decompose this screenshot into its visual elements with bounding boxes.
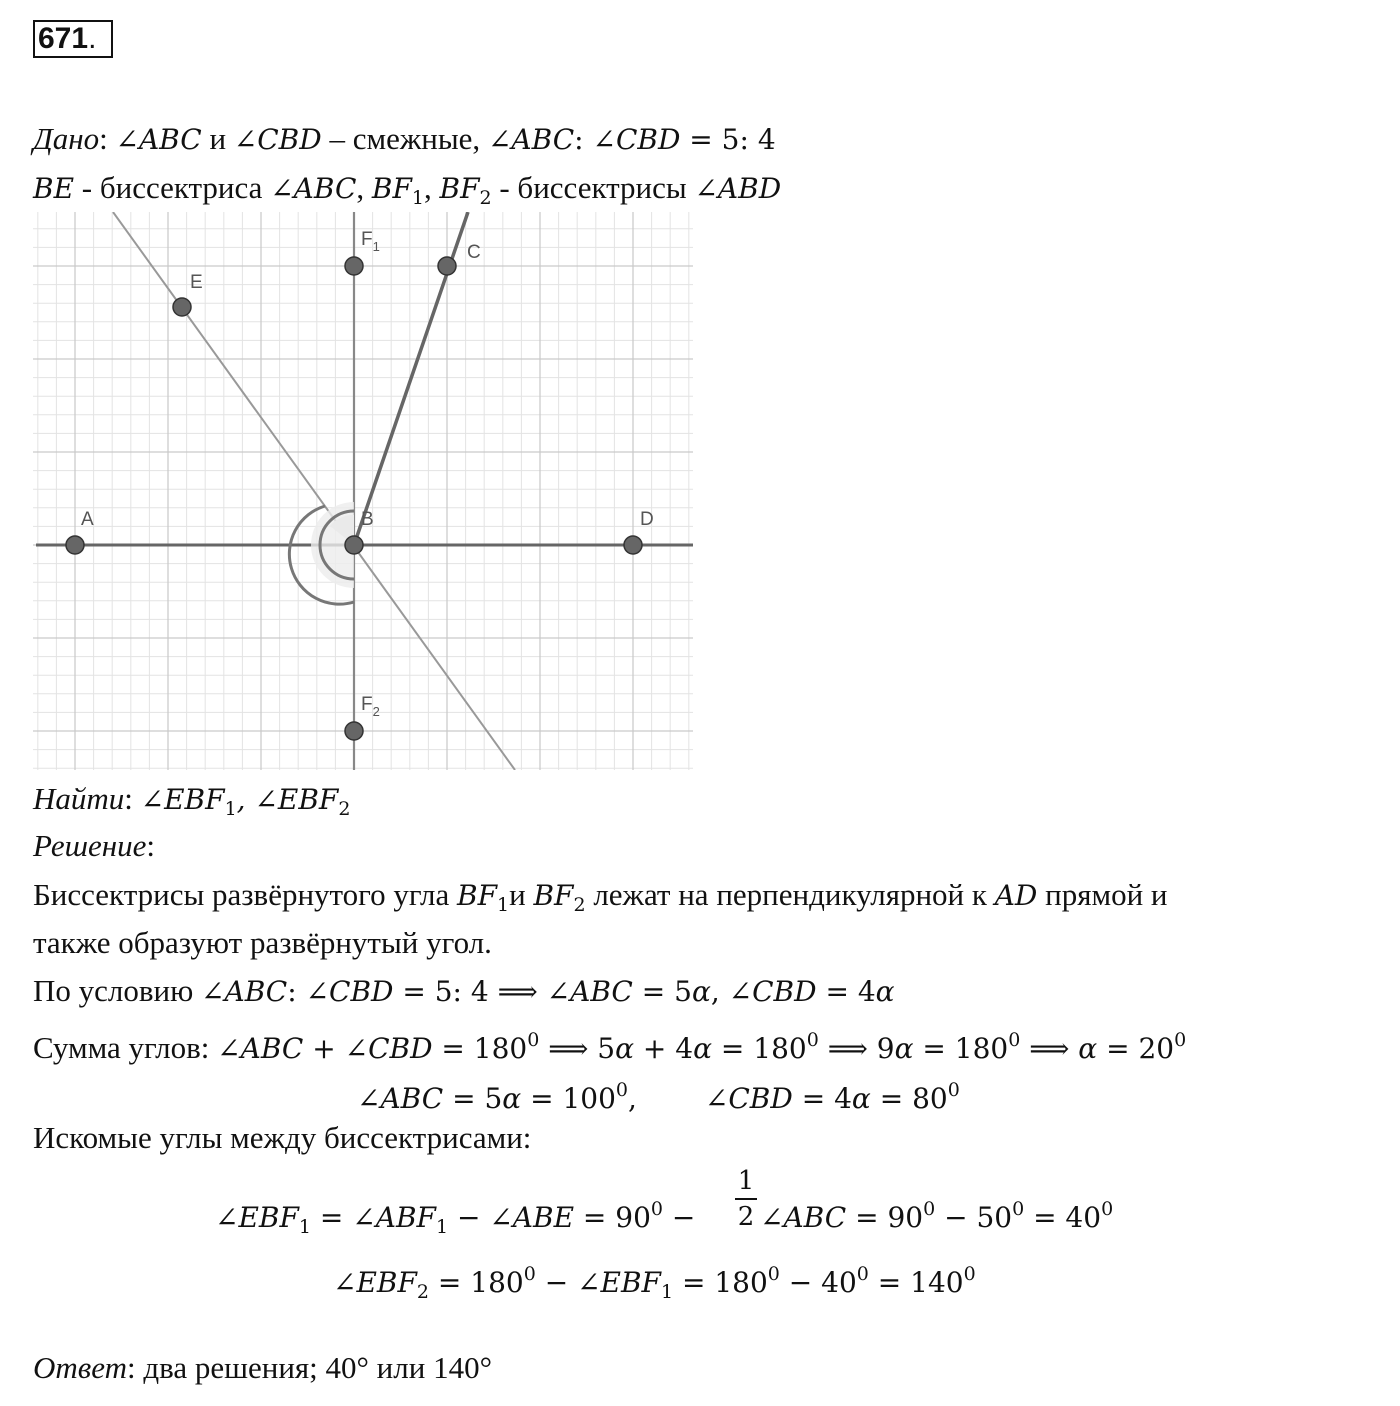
point-D bbox=[624, 536, 642, 554]
problem-number-value: 671 bbox=[38, 22, 89, 55]
equation-2: $\angle EBF_2 = 180^0$ − $\angle EBF_1 = 180^0 - 40^0 = 140^0$ bbox=[333, 1263, 976, 1303]
solution-p2: также образуют развёрнутый угол. bbox=[33, 925, 492, 960]
label-D: D bbox=[640, 509, 654, 530]
point-labels bbox=[81, 229, 654, 719]
label-E: E bbox=[190, 272, 203, 293]
label-A: A bbox=[81, 509, 94, 530]
fraction-one-half: 1 2 bbox=[735, 1166, 757, 1232]
label-F2: $F_2$ bbox=[361, 694, 380, 719]
geometry-figure bbox=[33, 212, 693, 770]
minor-grid bbox=[33, 212, 693, 770]
label-B: B bbox=[361, 509, 374, 530]
find-line: Найти: $\angle EBF_1$, $\angle EBF_2$ bbox=[33, 781, 351, 820]
solution-p5: ∠ABC = $5\alpha = 100^0$, ∠CBD = $4\alpha = 80^0$ bbox=[357, 1079, 960, 1115]
major-grid bbox=[33, 212, 693, 770]
answer-label: Ответ bbox=[33, 1350, 127, 1385]
point-A bbox=[66, 536, 84, 554]
solution-label: Решение bbox=[33, 828, 147, 863]
given-line-2: BE - биссектриса ∠ABC, $BF_1$, $BF_2$ - биссектрисы ∠ABD bbox=[33, 170, 782, 209]
solution-p4: Сумма углов: ∠ABC + ∠CBD = $180^0$ ⟹ $5\alpha + 4\alpha = 180^0$ ⟹ $9\alpha = 180^0$ ⟹ $\alpha = 20^0$ bbox=[33, 1029, 1187, 1065]
line-BE bbox=[113, 212, 515, 770]
equation-1-left: $\angle EBF_1$ = $\angle ABF_1$ − ∠ABE = $90^0$ − bbox=[215, 1198, 696, 1238]
given-line-1: Дано: ∠ABC и ∠CBD – смежные, ∠ABC: ∠CBD = 5: 4 bbox=[33, 121, 776, 156]
solution-heading bbox=[33, 827, 155, 865]
solution-p6: Искомые углы между биссектрисами: bbox=[33, 1120, 532, 1155]
solution-p3: По условию ∠ABC: ∠CBD = 5: 4 ⟹ ∠ABC = 5α, ∠CBD = 4α bbox=[33, 973, 895, 1008]
point-B bbox=[345, 536, 363, 554]
point-F1 bbox=[345, 257, 363, 275]
problem-number-dot: . bbox=[88, 22, 97, 55]
point-C bbox=[438, 257, 456, 275]
point-E bbox=[173, 298, 191, 316]
answer-text: : два решения; 40° или 140° bbox=[126, 1350, 492, 1385]
label-F1: $F_1$ bbox=[361, 229, 380, 254]
given-label: Дано bbox=[33, 121, 100, 156]
solution-p1: Биссектрисы развёрнутого угла $BF_1и$ $BF_2$ лежат на перпендикулярной к AD прямой и bbox=[33, 877, 1168, 916]
problem-number bbox=[38, 18, 96, 60]
solution-label-colon: : bbox=[146, 828, 155, 863]
answer-line bbox=[33, 1349, 492, 1387]
find-label: Найти bbox=[33, 781, 125, 816]
equation-1-right: ∠ABC = $90^0 - 50^0 = 40^0$ bbox=[760, 1198, 1114, 1234]
point-F2 bbox=[345, 722, 363, 740]
label-C: C bbox=[467, 242, 481, 263]
